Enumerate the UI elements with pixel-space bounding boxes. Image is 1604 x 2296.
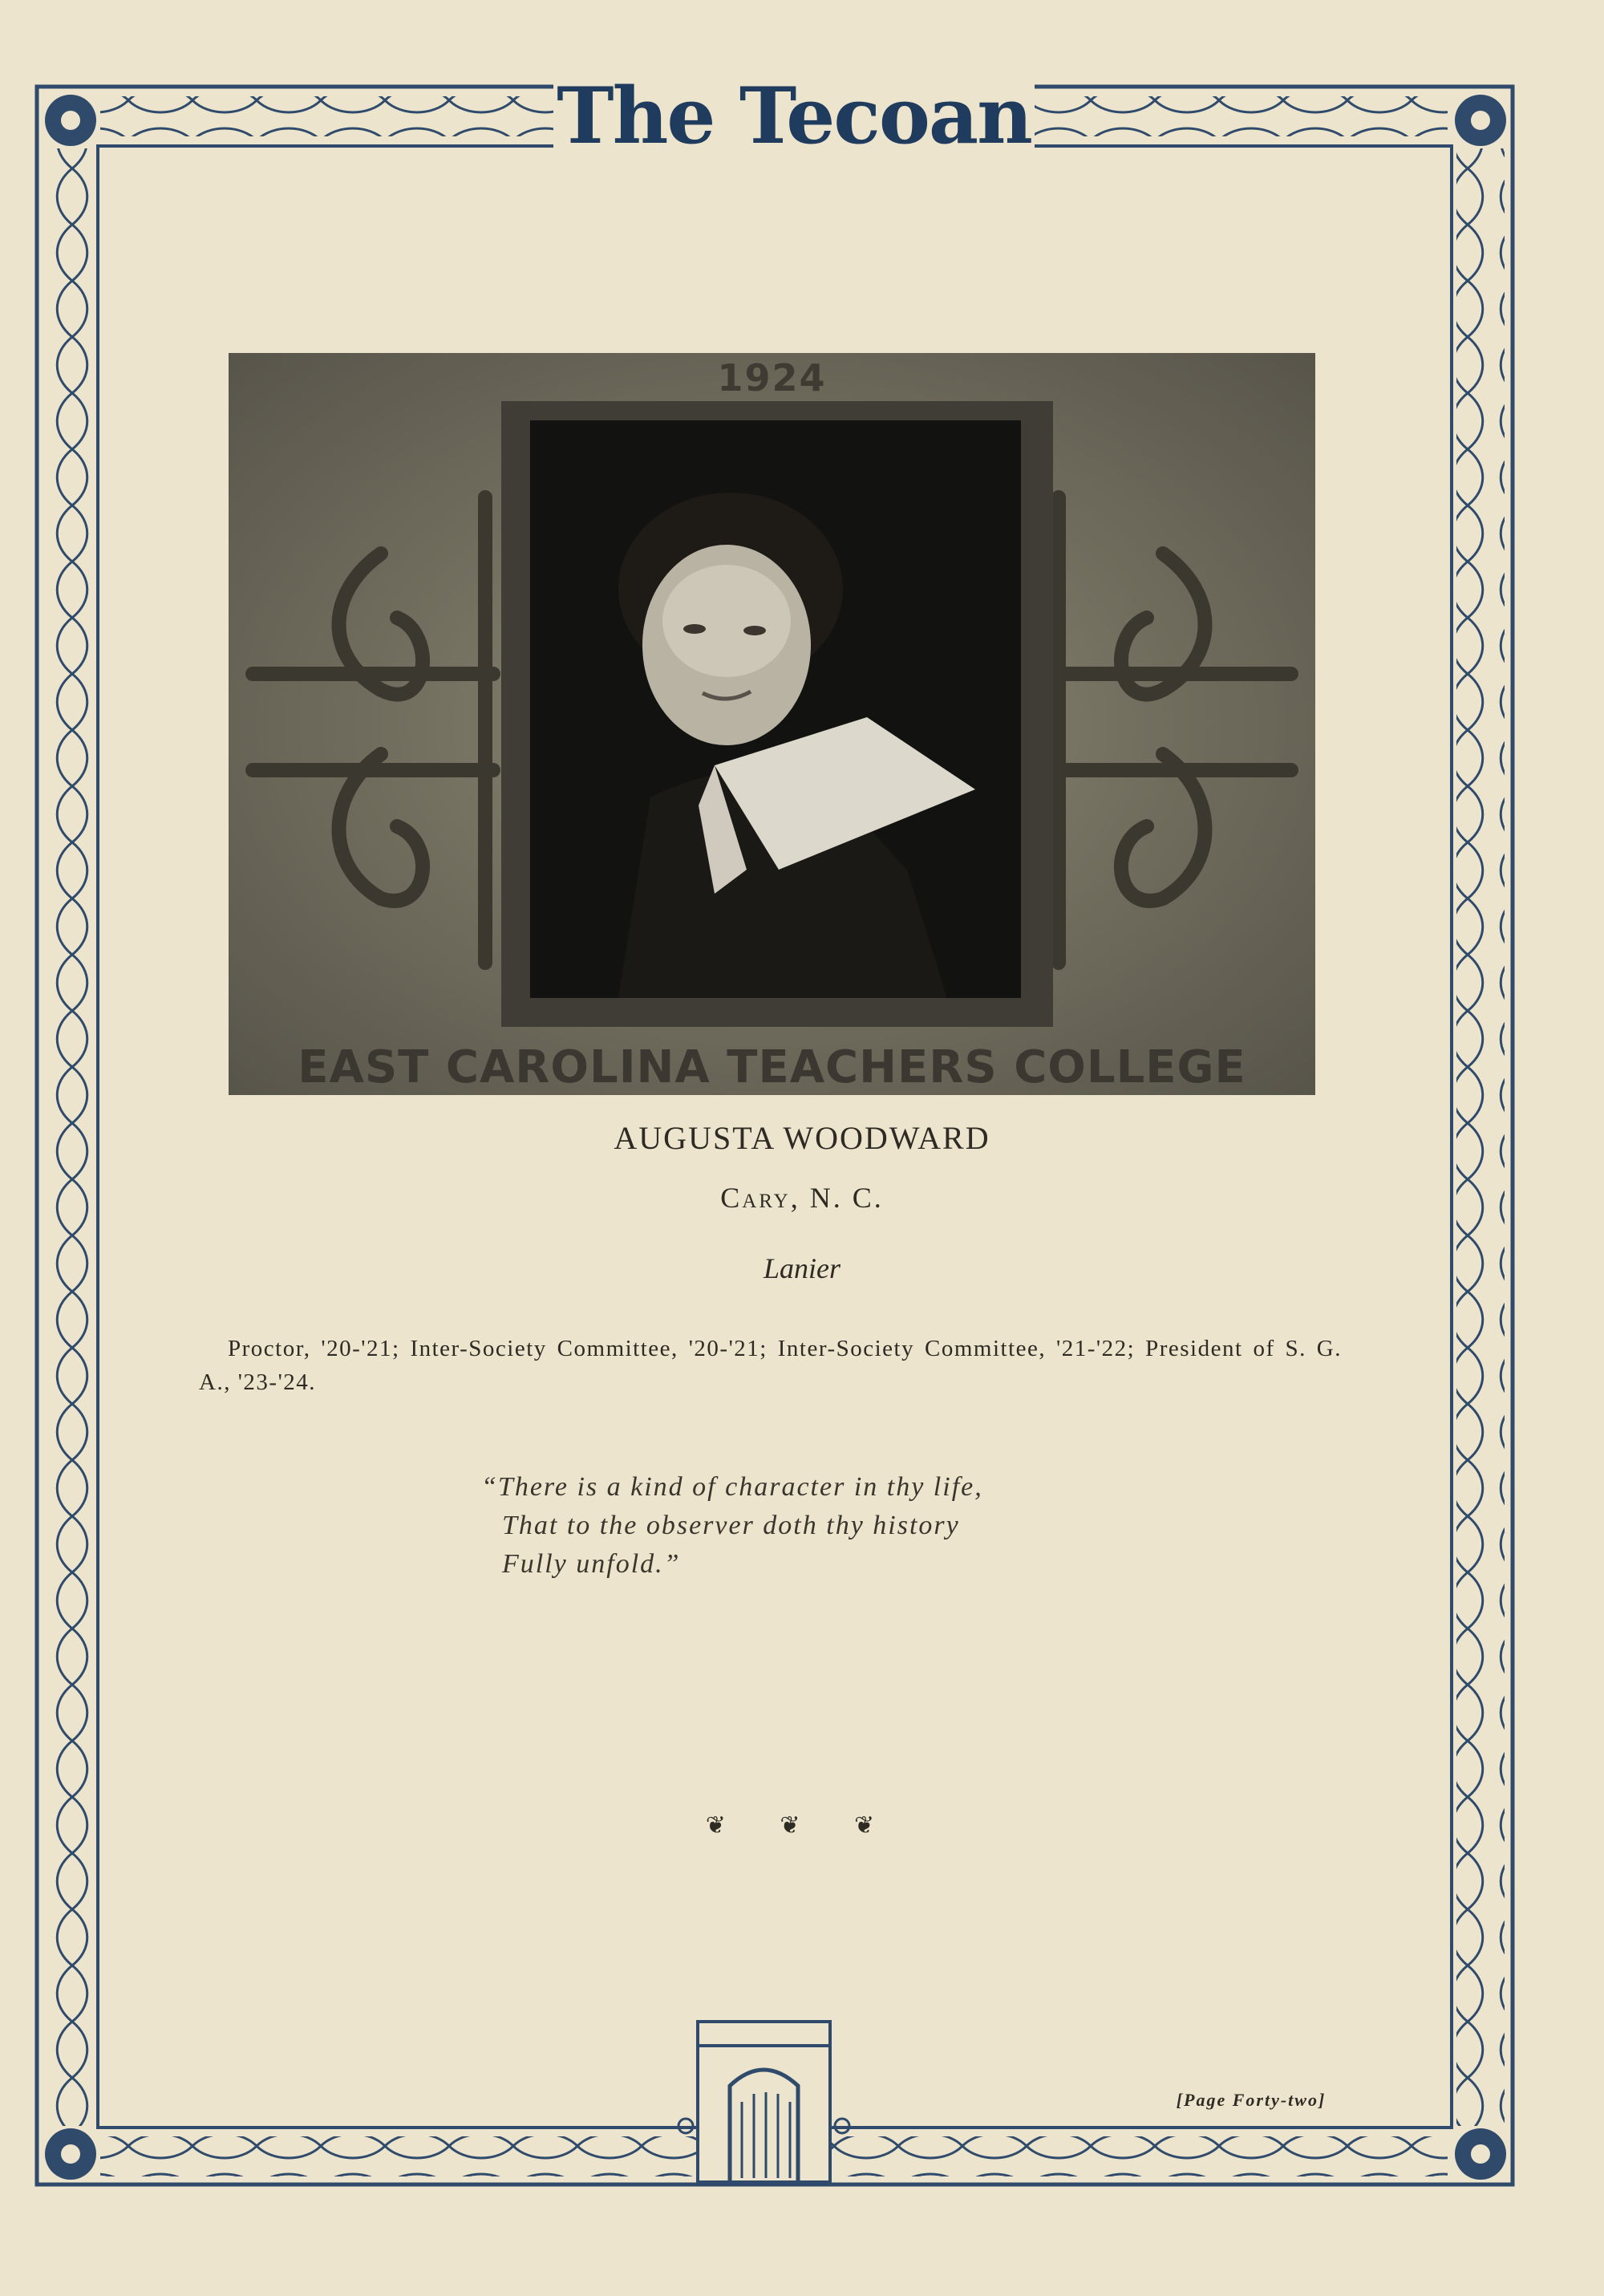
- portrait-frame: [501, 401, 1053, 1027]
- plate-college-name: EAST CAROLINA TEACHERS COLLEGE: [298, 1041, 1246, 1093]
- page-number: [Page Forty-two]: [1176, 2090, 1327, 2110]
- building-emblem-icon: [674, 2006, 854, 2190]
- page-title: The Tecoan: [553, 76, 1035, 156]
- quote-line: That to the observer doth thy history: [502, 1511, 960, 1540]
- portrait-photo: [530, 420, 1021, 998]
- student-activities: Proctor, '20-'21; Inter-Society Committee, '20-'21; Inter-Society Committee, '21-'22; President of S. G. A., '23-'24.: [199, 1336, 1342, 1395]
- fleuron-ornament: ❦ ❦ ❦: [705, 1812, 899, 1839]
- photo-plate: [229, 353, 1315, 1095]
- student-hometown: Cary, N. C.: [720, 1182, 884, 1214]
- quote-line: “There is a kind of character in thy life,: [481, 1472, 983, 1502]
- literary-society: Lanier: [763, 1252, 840, 1284]
- quote-line: Fully unfold.”: [502, 1549, 681, 1579]
- student-name: AUGUSTA WOODWARD: [614, 1120, 990, 1156]
- plate-year: 1924: [717, 356, 827, 400]
- quotation: [481, 1468, 1123, 1584]
